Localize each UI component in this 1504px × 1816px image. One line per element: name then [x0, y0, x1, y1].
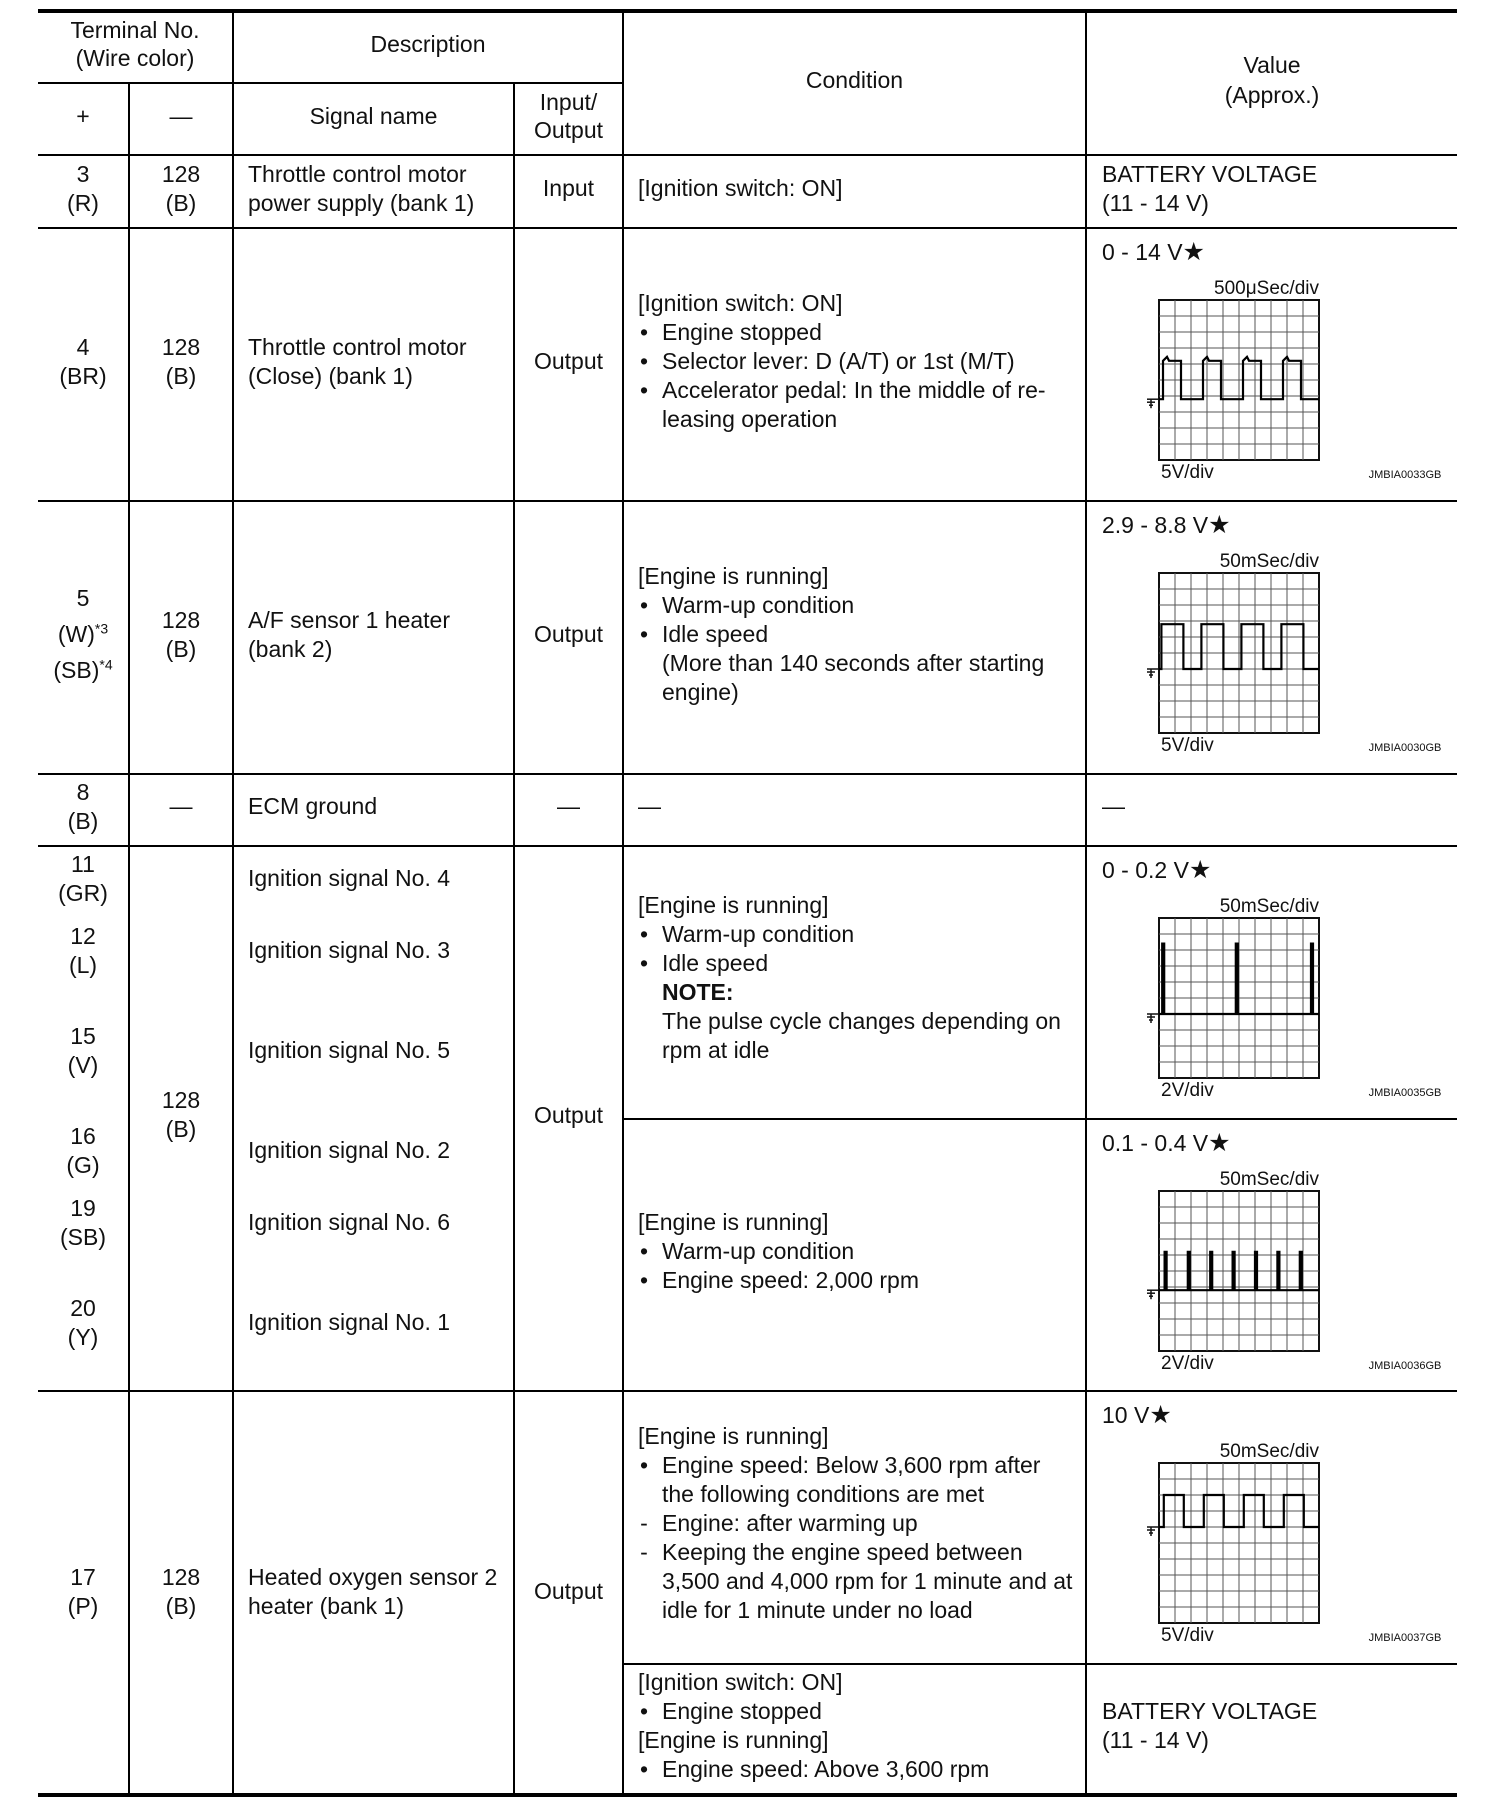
dash-bullet-icon: -: [640, 1510, 648, 1536]
r3-cond-4: engine): [662, 679, 739, 705]
r6-minus-num: 128: [161, 1564, 201, 1590]
row-line-1: [38, 227, 1457, 229]
r6a-value: 10 V★: [1102, 1401, 1172, 1429]
bullet-icon: •: [639, 592, 649, 618]
r4-io: —: [557, 793, 580, 819]
r6-signal-2: heater (bank 1): [248, 1593, 404, 1619]
r6b-cond-1: Engine stopped: [662, 1698, 822, 1724]
r1-value-2: (11 - 14 V): [1102, 190, 1209, 216]
ground-symbol-icon: [1147, 669, 1159, 678]
scope-volt-division-label: 2V/div: [1161, 1080, 1214, 1101]
r2-value: 0 - 14 V★: [1102, 238, 1205, 266]
r5-term-color: (L): [68, 952, 98, 978]
ground-symbol-icon: [1147, 1290, 1159, 1299]
r5b-cond-0: [Engine is running]: [638, 1209, 829, 1235]
r1-minus-color: (B): [165, 190, 197, 216]
r6a-cond-2: the following conditions are met: [662, 1481, 985, 1507]
r3-io: Output: [533, 621, 604, 647]
scope-time-division-label: 50mSec/div: [1219, 551, 1319, 572]
oscilloscope-waveform-icon: [1087, 888, 1457, 1113]
r1-io: Input: [542, 175, 595, 201]
bullet-icon: •: [639, 1452, 649, 1478]
header-plus: +: [76, 103, 90, 129]
table-top-border: [38, 9, 1457, 13]
r5-minus-num: 128: [161, 1087, 201, 1113]
header-sub-line: [38, 82, 624, 84]
star-icon: ★: [1208, 511, 1231, 539]
r6-plus-color: (P): [67, 1593, 99, 1619]
scope-volt-division-label: 5V/div: [1161, 1625, 1214, 1646]
r4-minus: —: [169, 793, 193, 819]
header-terminal: Terminal No.: [70, 17, 200, 43]
scope-volt-division-label: 2V/div: [1161, 1353, 1214, 1374]
r5-signal: Ignition signal No. 5: [248, 1037, 451, 1063]
r3-value: 2.9 - 8.8 V★: [1102, 511, 1231, 539]
bullet-icon: •: [639, 621, 649, 647]
r2-signal-1: Throttle control motor: [248, 334, 467, 360]
r3-signal-1: A/F sensor 1 heater: [248, 607, 450, 633]
header-value-2: (Approx.): [1224, 82, 1320, 108]
r5-term-num: 15: [70, 1023, 96, 1049]
r3-plus-color-b: (SB)$^{*4}$: [53, 656, 113, 683]
r4-plus-color: (B): [67, 808, 99, 834]
r5-term-num: 19: [70, 1195, 96, 1221]
r1-signal-1: Throttle control motor: [248, 161, 467, 187]
r5b-cond-2: Engine speed: 2,000 rpm: [662, 1267, 920, 1293]
r5b-cond-1: Warm-up condition: [662, 1238, 855, 1264]
row-line-3: [38, 773, 1457, 775]
oscilloscope-waveform-icon: [1087, 1161, 1457, 1386]
oscilloscope-graph: [1087, 543, 1457, 768]
r3-cond-1: Warm-up condition: [662, 592, 855, 618]
table-bottom-border: [38, 1793, 1457, 1797]
header-description: Description: [370, 31, 486, 57]
star-icon: ★: [1208, 1129, 1231, 1157]
r5-term-num: 11: [71, 851, 95, 877]
r4-condition: —: [638, 793, 661, 819]
bullet-icon: •: [639, 319, 649, 345]
r5-term-num: 20: [70, 1295, 96, 1321]
r6a-cond-4: Keeping the engine speed between: [662, 1539, 1023, 1565]
r5-term-num: 16: [70, 1123, 96, 1149]
star-icon: ★: [1188, 856, 1212, 884]
row-line-6: [38, 1390, 1457, 1392]
oscilloscope-waveform-icon: [1087, 1433, 1457, 1658]
r5a-value: 0 - 0.2 V★: [1102, 856, 1212, 884]
row-line-4: [38, 845, 1457, 847]
r1-plus-color: (R): [67, 190, 99, 216]
r5a-cond-5: rpm at idle: [662, 1037, 770, 1063]
r3-signal-2: (bank 2): [248, 636, 333, 662]
r5-signal: Ignition signal No. 2: [248, 1137, 451, 1163]
r6b-value-2: (11 - 14 V): [1102, 1727, 1209, 1753]
r5a-cond-2: Idle speed: [662, 950, 769, 976]
r5a-cond-4: The pulse cycle changes depending on: [662, 1008, 1061, 1034]
row-line-2: [38, 500, 1457, 502]
r6-plus-num: 17: [70, 1564, 96, 1590]
header-value-1: Value: [1243, 52, 1301, 78]
r6b-cond-0: [Ignition switch: ON]: [638, 1669, 843, 1695]
r5-signal: Ignition signal No. 1: [248, 1309, 451, 1335]
r4-plus-num: 8: [76, 779, 90, 805]
header-minus: —: [169, 103, 193, 129]
figure-code-label: JMBIA0035GB: [1368, 1087, 1442, 1099]
star-icon: ★: [1149, 1401, 1172, 1429]
r6a-cond-0: [Engine is running]: [638, 1423, 829, 1449]
figure-code-label: JMBIA0030GB: [1368, 742, 1442, 754]
r3-plus-num: 5: [76, 585, 90, 611]
header-condition: Condition: [805, 67, 904, 93]
header-wire-color: (Wire color): [75, 45, 195, 71]
oscilloscope-graph: [1087, 270, 1457, 495]
r6-minus-color: (B): [165, 1593, 197, 1619]
subrow-line-6: [623, 1663, 1457, 1665]
r4-value: —: [1102, 793, 1125, 819]
r6b-value-1: BATTERY VOLTAGE: [1102, 1698, 1318, 1724]
r6-signal-1: Heated oxygen sensor 2: [248, 1564, 498, 1590]
bullet-icon: •: [639, 1267, 649, 1293]
r2-cond-3: Accelerator pedal: In the middle of re-: [662, 377, 1046, 403]
r5-signal: Ignition signal No. 3: [248, 937, 451, 963]
ground-symbol-icon: [1147, 1527, 1159, 1536]
dash-bullet-icon: -: [640, 1539, 648, 1565]
subrow-line-5: [623, 1118, 1457, 1120]
scope-time-division-label: 500μSec/div: [1214, 278, 1319, 299]
r5-io: Output: [533, 1102, 604, 1128]
r5-term-color: (G): [66, 1152, 100, 1178]
scope-time-division-label: 50mSec/div: [1219, 896, 1319, 917]
col-line-terminal: [232, 11, 234, 1795]
bullet-icon: •: [639, 348, 649, 374]
r2-minus-num: 128: [161, 334, 201, 360]
figure-code-label: JMBIA0036GB: [1368, 1360, 1442, 1372]
oscilloscope-graph: [1087, 888, 1457, 1113]
r3-plus-color-a: $(W)^{*3}$: [57, 620, 109, 647]
scope-volt-division-label: 5V/div: [1161, 462, 1214, 483]
r5b-value: 0.1 - 0.4 V★: [1102, 1129, 1231, 1157]
header-signal-name: Signal name: [309, 103, 438, 129]
r6b-cond-2: [Engine is running]: [638, 1727, 829, 1753]
scope-time-division-label: 50mSec/div: [1219, 1441, 1319, 1462]
bullet-icon: •: [639, 950, 649, 976]
r5-signal: Ignition signal No. 4: [248, 865, 451, 891]
figure-code-label: JMBIA0033GB: [1368, 469, 1442, 481]
r3-minus-num: 128: [161, 607, 201, 633]
bullet-icon: •: [639, 921, 649, 947]
r3-cond-3: (More than 140 seconds after starting: [662, 650, 1045, 676]
r3-minus-color: (B): [165, 636, 197, 662]
bullet-icon: •: [639, 377, 649, 403]
col-line-io: [622, 11, 624, 1795]
oscilloscope-graph: [1087, 1161, 1457, 1386]
figure-code-label: JMBIA0037GB: [1368, 1632, 1442, 1644]
r4-signal: ECM ground: [248, 793, 378, 819]
r1-value-1: BATTERY VOLTAGE: [1102, 161, 1318, 187]
oscilloscope-waveform-icon: [1087, 543, 1457, 768]
r5-term-num: 12: [70, 923, 96, 949]
oscilloscope-graph: [1087, 1433, 1457, 1658]
bullet-icon: •: [639, 1238, 649, 1264]
r5-term-color: (GR): [58, 880, 108, 906]
r5-minus-color: (B): [165, 1116, 197, 1142]
oscilloscope-waveform-icon: [1087, 270, 1457, 495]
r1-minus-num: 128: [161, 161, 201, 187]
header-bottom-line: [38, 154, 1457, 156]
r6-io: Output: [533, 1578, 604, 1604]
r5-term-color: (SB): [60, 1224, 106, 1250]
r3-cond-2: Idle speed: [662, 621, 769, 647]
r6a-cond-6: idle for 1 minute under no load: [662, 1597, 973, 1623]
r1-condition: [Ignition switch: ON]: [638, 175, 843, 201]
r2-plus-color: (BR): [59, 363, 107, 389]
r5a-cond-0: [Engine is running]: [638, 892, 829, 918]
r5a-cond-1: Warm-up condition: [662, 921, 855, 947]
bullet-icon: •: [639, 1698, 649, 1724]
r5-term-color: (Y): [67, 1324, 99, 1350]
scope-time-division-label: 50mSec/div: [1219, 1169, 1319, 1190]
bullet-icon: •: [639, 1756, 649, 1782]
r6a-cond-3: Engine: after warming up: [662, 1510, 918, 1536]
r6b-cond-3: Engine speed: Above 3,600 rpm: [662, 1756, 990, 1782]
header-io-1: Input/: [539, 89, 598, 115]
ground-symbol-icon: [1147, 399, 1159, 408]
star-icon: ★: [1182, 238, 1205, 266]
r2-cond-2: Selector lever: D (A/T) or 1st (M/T): [662, 348, 1015, 374]
r6a-cond-1: Engine speed: Below 3,600 rpm after: [662, 1452, 1041, 1478]
scope-volt-division-label: 5V/div: [1161, 735, 1214, 756]
r2-cond-0: [Ignition switch: ON]: [638, 290, 843, 316]
r2-cond-4: leasing operation: [662, 406, 838, 432]
r1-plus-num: 3: [76, 161, 90, 187]
header-io-2: Output: [533, 117, 604, 143]
r2-signal-2: (Close) (bank 1): [248, 363, 413, 389]
r5-signal: Ignition signal No. 6: [248, 1209, 451, 1235]
r2-plus-num: 4: [76, 334, 90, 360]
r1-signal-2: power supply (bank 1): [248, 190, 475, 216]
r3-cond-0: [Engine is running]: [638, 563, 829, 589]
r2-cond-1: Engine stopped: [662, 319, 822, 345]
r2-minus-color: (B): [165, 363, 197, 389]
r6a-cond-5: 3,500 and 4,000 rpm for 1 minute and at: [662, 1568, 1073, 1594]
r5-term-color: (V): [67, 1052, 99, 1078]
ground-symbol-icon: [1147, 1014, 1159, 1023]
r5a-cond-3: NOTE:: [662, 979, 734, 1005]
col-line-signal: [513, 84, 515, 1795]
r2-io: Output: [533, 348, 604, 374]
